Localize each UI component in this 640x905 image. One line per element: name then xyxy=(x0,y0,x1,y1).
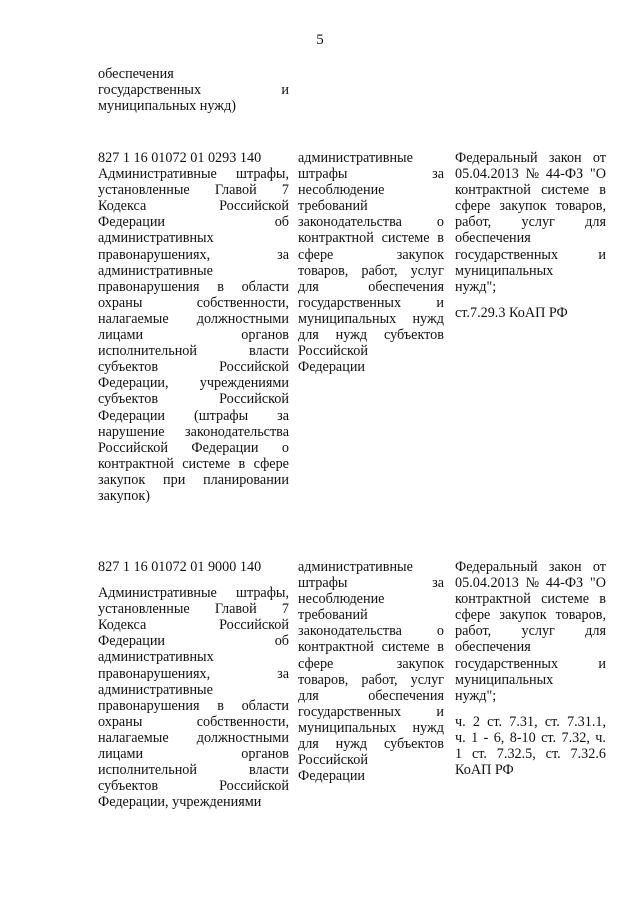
word: области xyxy=(241,278,289,295)
word: в xyxy=(437,230,444,247)
word: исполнительной xyxy=(98,343,197,360)
word: в xyxy=(238,455,246,472)
spacer xyxy=(455,704,606,714)
word: охраны xyxy=(98,294,143,311)
text-line: обеспечения xyxy=(455,230,531,247)
word: системе xyxy=(541,182,590,199)
word: государственных xyxy=(98,82,202,99)
word: контрактной xyxy=(98,455,174,472)
word: ч. xyxy=(595,729,606,746)
text-line xyxy=(98,311,289,327)
word: государственных xyxy=(298,294,402,311)
text-line xyxy=(298,247,444,263)
text-line xyxy=(98,198,289,214)
word: 7.31, xyxy=(509,713,538,730)
word: закон xyxy=(548,150,582,166)
word: правонарушения xyxy=(98,697,200,714)
word: в xyxy=(437,639,444,656)
text-line: несоблюдение xyxy=(298,591,385,608)
word: правонарушения xyxy=(98,278,200,295)
word: - xyxy=(483,729,489,746)
page-number: 5 xyxy=(316,32,324,48)
text-line xyxy=(98,633,289,649)
word: 05.04.2013 xyxy=(455,575,519,592)
text-line xyxy=(298,639,444,655)
word: 05.04.2013 xyxy=(455,166,519,183)
text-line xyxy=(298,575,444,591)
word: за xyxy=(432,166,444,183)
text-line xyxy=(455,656,606,672)
text-line xyxy=(455,591,606,607)
word: закупок xyxy=(499,198,547,215)
text-line: административные xyxy=(298,150,413,166)
text-line: Федерации xyxy=(298,768,366,785)
word: 2 xyxy=(472,713,480,730)
word: для xyxy=(585,214,606,231)
text-line: административных xyxy=(98,649,214,666)
text-line xyxy=(98,327,289,343)
word: № xyxy=(525,575,540,592)
text-line xyxy=(298,688,444,704)
text-line: Российской xyxy=(298,343,368,360)
text-line-justified xyxy=(98,82,289,98)
word: законодательства xyxy=(298,623,402,640)
word: за xyxy=(277,246,289,263)
word: работ, xyxy=(455,623,492,640)
word: об xyxy=(274,214,289,231)
text-line: Российской xyxy=(298,752,368,769)
word: законодательства xyxy=(185,423,289,440)
word: Российской xyxy=(98,439,168,456)
word: ст. xyxy=(471,746,487,763)
text-line xyxy=(298,656,444,672)
word: 7 xyxy=(281,182,289,199)
text-line: административные xyxy=(98,681,213,698)
word: и xyxy=(436,703,444,720)
word: работ, xyxy=(361,671,398,688)
word: системе xyxy=(381,230,430,247)
text-line xyxy=(298,327,444,343)
intro-fragment xyxy=(98,66,289,114)
word: при xyxy=(163,471,186,488)
text-line xyxy=(98,247,289,263)
word: государственных xyxy=(455,655,559,672)
text-line xyxy=(98,182,289,198)
word: правонарушениях, xyxy=(98,246,211,263)
word: ч. xyxy=(455,729,466,746)
word: ст. xyxy=(544,713,560,730)
text-line xyxy=(455,623,606,639)
word: для xyxy=(298,278,319,295)
text-line: муниципальных xyxy=(455,671,554,688)
word: органов xyxy=(241,746,289,763)
text-line: нужд"; xyxy=(455,687,497,704)
word: за xyxy=(277,665,289,682)
word: для xyxy=(585,623,606,640)
row2-col-b xyxy=(298,559,444,784)
budget-code: 827 1 16 01072 01 0293 140 xyxy=(98,150,262,166)
word: № xyxy=(525,166,540,183)
text-line xyxy=(455,607,606,623)
word: "О xyxy=(589,166,606,183)
text-line: Федерации xyxy=(298,359,366,376)
word: закупок xyxy=(396,246,444,263)
word: Федерации, xyxy=(98,375,169,392)
word: системе xyxy=(541,591,590,608)
word: и xyxy=(598,655,606,672)
text-line xyxy=(455,714,606,730)
word: товаров, xyxy=(298,262,349,279)
word: Российской xyxy=(219,359,289,376)
text-line xyxy=(98,359,289,375)
word: и xyxy=(598,246,606,263)
text-line xyxy=(298,230,444,246)
word: 1 xyxy=(455,746,463,763)
spacer xyxy=(455,295,606,305)
text-line: требований xyxy=(298,198,368,215)
word: закупок xyxy=(98,471,146,488)
word: от xyxy=(592,559,606,575)
word: Кодекса xyxy=(98,198,147,215)
text-line xyxy=(455,559,606,575)
word: субъектов xyxy=(98,778,159,795)
word: нужд xyxy=(335,327,368,344)
word: контрактной xyxy=(298,230,374,247)
word: за xyxy=(432,575,444,592)
text-line: муниципальных нужд) xyxy=(98,98,237,115)
word: "О xyxy=(589,575,606,592)
word: 7.32.6 xyxy=(570,746,606,763)
word: 1 xyxy=(471,729,479,746)
text-line: требований xyxy=(298,607,368,624)
word: Административные xyxy=(98,166,217,183)
text-line xyxy=(98,343,289,359)
word: ч. xyxy=(455,713,466,730)
word: для xyxy=(298,687,319,704)
word: власти xyxy=(249,343,289,360)
word: сфере xyxy=(298,655,334,672)
text-line: КоАП РФ xyxy=(455,762,514,779)
word: лицами xyxy=(98,746,144,763)
word: государственных xyxy=(455,246,559,263)
text-line xyxy=(298,672,444,688)
word: сфере xyxy=(455,607,491,624)
text-line xyxy=(98,714,289,730)
text-line xyxy=(455,198,606,214)
word: от xyxy=(592,150,606,166)
word: муниципальных xyxy=(298,310,397,327)
text-line xyxy=(98,698,289,714)
word: 44-ФЗ xyxy=(545,166,584,183)
row2-col-a-lines xyxy=(98,585,289,810)
text-line: Федерации, учреждениями xyxy=(98,794,262,811)
text-line xyxy=(298,214,444,230)
text-line xyxy=(98,166,289,182)
word: налагаемые xyxy=(98,310,169,327)
word: работ, xyxy=(361,262,398,279)
word: 7.32, xyxy=(561,729,590,746)
text-line xyxy=(98,214,289,230)
text-line: нужд"; xyxy=(455,278,497,295)
text-line xyxy=(298,704,444,720)
word: закупок xyxy=(499,607,547,624)
text-line xyxy=(298,720,444,736)
word: Административные xyxy=(98,585,217,602)
text-line xyxy=(98,617,289,633)
word: нарушение xyxy=(98,423,165,440)
word: (штрафы xyxy=(193,407,249,424)
text-line: несоблюдение xyxy=(298,182,385,199)
text-line xyxy=(298,279,444,295)
word: собственности, xyxy=(196,713,289,730)
text-line xyxy=(98,456,289,472)
word: и xyxy=(436,294,444,311)
text-line xyxy=(298,166,444,182)
word: и xyxy=(281,82,289,99)
text-line xyxy=(455,575,606,591)
word: должностными xyxy=(196,729,289,746)
text-line xyxy=(455,746,606,762)
word: в xyxy=(217,278,224,295)
text-line xyxy=(455,214,606,230)
word: Федерации xyxy=(191,439,259,456)
word: штрафы xyxy=(298,575,348,592)
word: нужд xyxy=(335,736,368,753)
word: сфере xyxy=(253,455,289,472)
row1-col-a-lines xyxy=(98,166,289,504)
text-line: административные xyxy=(98,262,213,279)
word: 8-10 xyxy=(509,729,536,746)
word: налагаемые xyxy=(98,729,169,746)
word: нужд xyxy=(412,310,444,327)
word: Кодекса xyxy=(98,617,147,634)
word: собственности, xyxy=(196,294,289,311)
word: субъектов xyxy=(98,391,159,408)
text-line xyxy=(98,424,289,440)
text-line xyxy=(98,746,289,762)
text-line xyxy=(455,730,606,746)
row1-col-b-lines xyxy=(298,150,444,375)
word: услуг xyxy=(410,262,444,279)
word: 6, xyxy=(493,729,505,746)
word: муниципальных xyxy=(298,719,397,736)
word: Российской xyxy=(219,617,289,634)
word: 44-ФЗ xyxy=(545,575,584,592)
text-line xyxy=(98,762,289,778)
word: товаров, xyxy=(298,671,349,688)
word: нужд xyxy=(412,719,444,736)
text-line xyxy=(455,247,606,263)
word: Российской xyxy=(219,198,289,215)
word: исполнительной xyxy=(98,762,197,779)
text-line xyxy=(98,472,289,488)
text-line xyxy=(98,585,289,601)
word: штрафы xyxy=(298,166,348,183)
word: штрафы, xyxy=(236,166,289,183)
word: системе xyxy=(182,455,231,472)
text-line xyxy=(98,279,289,295)
text-line: муниципальных xyxy=(455,262,554,279)
word: товаров, xyxy=(555,198,606,215)
word: субъектов xyxy=(383,327,444,344)
word: Главой xyxy=(214,182,257,199)
word: лицами xyxy=(98,327,144,344)
word: о xyxy=(436,623,444,640)
word: контрактной xyxy=(455,182,531,199)
row2-col-c-lines xyxy=(455,559,606,704)
word: за xyxy=(277,407,289,424)
word: субъектов xyxy=(383,736,444,753)
word: сфере xyxy=(455,198,491,215)
row1-col-c xyxy=(455,150,606,321)
word: о xyxy=(436,214,444,231)
word: Российской xyxy=(219,391,289,408)
word: закупок xyxy=(396,655,444,672)
word: ст. xyxy=(545,746,561,763)
word: Федерации xyxy=(98,407,166,424)
word: области xyxy=(241,697,289,714)
row1-col-b xyxy=(298,150,444,375)
word: 7 xyxy=(281,601,289,618)
text-line xyxy=(98,440,289,456)
text-line: обеспечения xyxy=(455,639,531,656)
word: сфере xyxy=(298,246,334,263)
budget-code: 827 1 16 01072 01 9000 140 xyxy=(98,559,262,575)
word: Федерации xyxy=(98,214,166,231)
row2-col-b-lines xyxy=(298,559,444,784)
word: установленные xyxy=(98,601,190,618)
word: контрактной xyxy=(298,639,374,656)
word: Федеральный xyxy=(455,559,538,575)
word: для xyxy=(298,327,319,344)
word: ст. xyxy=(487,713,503,730)
word: правонарушениях, xyxy=(98,665,211,682)
word: ст. xyxy=(541,729,557,746)
word: должностными xyxy=(196,310,289,327)
word: услуг xyxy=(410,671,444,688)
text-line xyxy=(455,166,606,182)
text-line xyxy=(98,601,289,617)
text-line xyxy=(98,666,289,682)
word: государственных xyxy=(298,703,402,720)
text-line: административных xyxy=(98,230,214,247)
text-line xyxy=(298,736,444,752)
text-line xyxy=(298,263,444,279)
word: 7.31.1, xyxy=(566,713,606,730)
word: учреждениями xyxy=(199,375,289,392)
word: о xyxy=(281,439,289,456)
word: Российской xyxy=(219,778,289,795)
word: закон xyxy=(548,559,582,575)
text-line: административные xyxy=(298,559,413,575)
text-line xyxy=(455,182,606,198)
text-line xyxy=(98,391,289,407)
word: установленные xyxy=(98,182,190,199)
word: органов xyxy=(241,327,289,344)
text-line xyxy=(98,730,289,746)
word: обеспечения xyxy=(368,278,444,295)
word: для xyxy=(298,736,319,753)
word: обеспечения xyxy=(368,687,444,704)
text-line: обеспечения xyxy=(98,66,174,82)
text-line: закупок) xyxy=(98,487,150,504)
word: товаров, xyxy=(555,607,606,624)
word: охраны xyxy=(98,713,143,730)
word: об xyxy=(274,633,289,650)
word: услуг xyxy=(521,623,555,640)
row1-col-c-article xyxy=(455,305,606,321)
text-line xyxy=(455,150,606,166)
word: Федеральный xyxy=(455,150,538,166)
word: работ, xyxy=(455,214,492,231)
word: контрактной xyxy=(455,591,531,608)
word: Главой xyxy=(214,601,257,618)
text-line xyxy=(98,295,289,311)
spacer xyxy=(98,575,289,585)
word: услуг xyxy=(521,214,555,231)
text-line xyxy=(298,295,444,311)
text-line xyxy=(98,408,289,424)
row1-col-a xyxy=(98,150,289,504)
word: штрафы, xyxy=(236,585,289,602)
word: Федерации xyxy=(98,633,166,650)
row2-col-c-article xyxy=(455,714,606,778)
row1-col-c-lines xyxy=(455,150,606,295)
word: системе xyxy=(381,639,430,656)
text-line xyxy=(298,311,444,327)
word: в xyxy=(599,591,606,608)
word: планировании xyxy=(203,471,289,488)
row2-col-a xyxy=(98,559,289,810)
text-line: ст.7.29.3 КоАП РФ xyxy=(455,304,568,321)
word: субъектов xyxy=(98,359,159,376)
word: власти xyxy=(249,762,289,779)
word: в xyxy=(217,697,224,714)
text-line xyxy=(98,375,289,391)
word: законодательства xyxy=(298,214,402,231)
text-line xyxy=(98,778,289,794)
word: в xyxy=(599,182,606,199)
row2-col-c xyxy=(455,559,606,778)
word: 7.32.5, xyxy=(496,746,536,763)
text-line xyxy=(298,623,444,639)
